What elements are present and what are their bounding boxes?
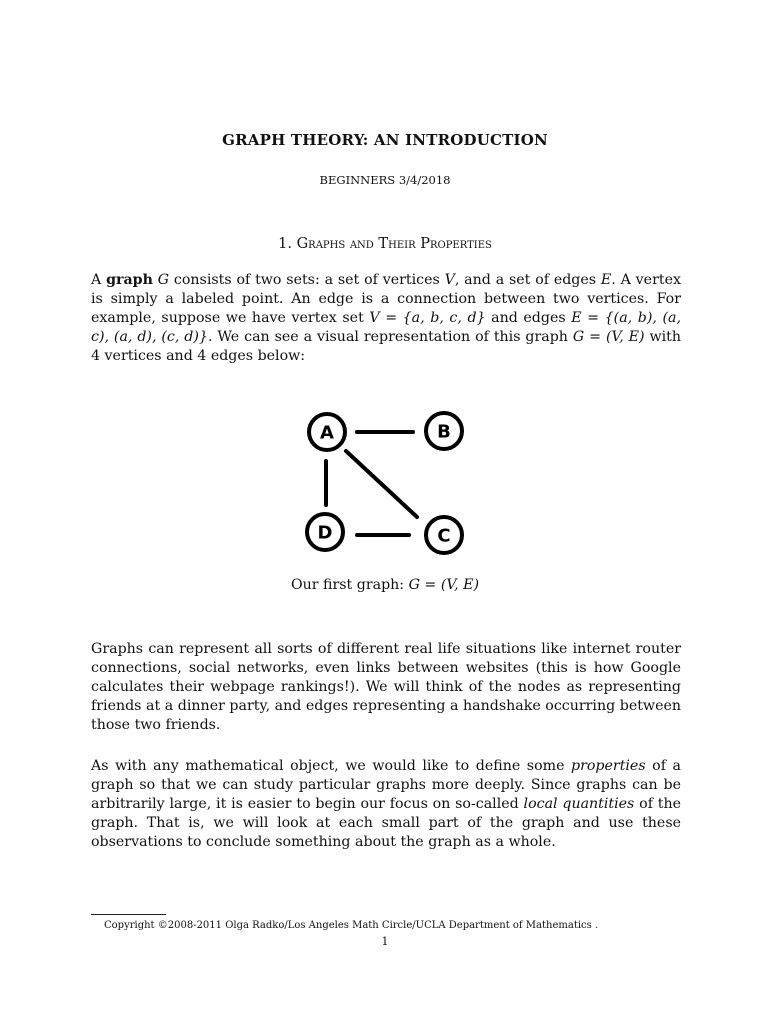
paragraph-applications: Graphs can represent all sorts of different real life situations like internet router connections, social networks, even links between websites (this is how Google calculates their webpage rankings!). We will think of the nodes as representing friends at a dinner party, and edges representing a handshake occurring between those two friends. <box>91 641 681 733</box>
footnote-rule <box>91 914 166 915</box>
graph-figure <box>300 405 470 565</box>
text-run: of the graph. That is, we will look at each small part of the graph and use these observations to conclude something about the graph as a whole. <box>91 796 681 850</box>
text-run: and edges <box>485 310 572 326</box>
section-heading: 1. Graphs and Their Properties <box>278 236 492 252</box>
node-label-a: A <box>320 422 334 444</box>
text-run: , and a set of edges <box>454 272 601 288</box>
text-run: consists of two sets: a set of vertices <box>169 272 445 288</box>
text-run: As with any mathematical object, we would like to define some <box>91 758 572 774</box>
math-edge-set: E = {(a, b), (a, c), (a, d), (c, d)} <box>91 310 681 345</box>
node-label-d: D <box>317 522 333 544</box>
math-V: V <box>444 272 455 288</box>
caption-text: Our first graph: <box>290 577 409 593</box>
text-run: . We can see a visual representation of this graph <box>207 329 573 345</box>
math-E: E <box>600 272 612 288</box>
math-vertex-set: V = {a, b, c, d} <box>369 310 486 326</box>
figure-caption <box>0 577 770 593</box>
text-run: with 4 vertices and 4 edges below: <box>91 329 682 364</box>
edge-a-c <box>346 451 417 517</box>
term-graph: graph <box>106 272 153 288</box>
node-label-c: C <box>437 525 451 547</box>
document-subtitle: BEGINNERS 3/4/2018 <box>319 173 451 187</box>
math-G: G <box>157 272 170 288</box>
node-label-b: B <box>437 421 451 443</box>
math-graph-notation: G = (V, E) <box>572 329 645 345</box>
document-title: GRAPH THEORY: AN INTRODUCTION <box>222 131 548 149</box>
caption-math: G = (V, E) <box>408 577 480 593</box>
paragraph-graph-definition <box>91 271 681 366</box>
term-properties: properties <box>571 758 646 774</box>
paragraph-properties <box>91 757 681 852</box>
text-run: of a graph so that we can study particular graphs more deeply. Since graphs can be arbitrarily large, it is easier to begin our focus on so-called <box>91 758 681 812</box>
term-local-quantities: local quantities <box>523 796 635 812</box>
text-run: A <box>91 272 107 288</box>
page-number: 1 <box>381 935 389 948</box>
text-run: . A vertex is simply a labeled point. An edge is a connection between two vertices. For example, suppose we have vertex set <box>91 272 681 326</box>
copyright-footnote: Copyright ©2008-2011 Olga Radko/Los Angeles Math Circle/UCLA Department of Mathematics . <box>104 920 599 931</box>
